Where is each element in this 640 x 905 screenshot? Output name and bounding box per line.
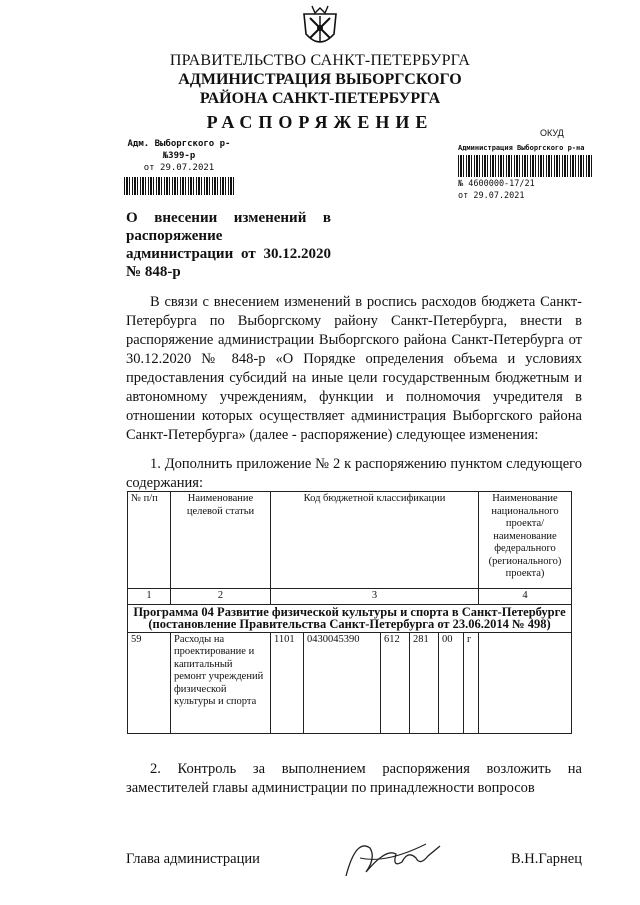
row-code-expense-type: 612: [381, 632, 410, 733]
index-cell-3: 3: [271, 589, 479, 605]
row-num: 59: [128, 632, 171, 733]
paragraph-item-1: 1. Дополнить приложение № 2 к распоряжению пунктом следующего содержания:: [126, 456, 582, 491]
table-header-row: [128, 492, 572, 589]
row-code-target: 0430045390: [304, 632, 381, 733]
row-code-kosgu: 281: [410, 632, 439, 733]
okud-label: ОКУД: [540, 128, 564, 138]
administration-line2: РАЙОНА САНКТ-ПЕТЕРБУРГА: [199, 90, 441, 107]
row-code-sub: 00: [439, 632, 464, 733]
appendix-table: [127, 491, 572, 734]
registration-stamp-left: [124, 138, 234, 195]
signatory-name: В.Н.Гарнец: [510, 851, 582, 867]
registration-stamp-right: [458, 144, 592, 201]
barcode-right: [458, 155, 592, 177]
row-name: Расходы на проектирование и капитальный ремонт учреждений физической культуры и спорта: [171, 632, 271, 733]
table-program-row: [128, 604, 572, 632]
index-cell-2: 2: [171, 589, 271, 605]
coat-of-arms-emblem: [300, 4, 340, 52]
program-title: Программа 04 Развитие физической культуры и спорта в Санкт-Петербурге (постановление Правительства Санкт-Петербурга от 23.06.2014 № 498): [128, 604, 572, 632]
index-cell-1: 1: [128, 589, 171, 605]
signatory-role: Глава администрации: [126, 851, 260, 867]
government-title: ПРАВИТЕЛЬСТВО САНКТ-ПЕТЕРБУРГА: [169, 52, 471, 69]
paragraph-item-2: 2. Контроль за выполнением распоряжения возложить на заместителей главы администрации по принадлежности вопросов: [126, 761, 582, 796]
stamp-left-number: №399-р: [162, 151, 196, 161]
stamp-left-line1: Адм. Выборгского р-: [127, 139, 231, 149]
stamp-left-date: от 29.07.2021: [143, 163, 215, 173]
row-project: [479, 632, 572, 733]
row-code-letter: г: [464, 632, 479, 733]
stamp-right-number: № 4600000-17/21: [458, 179, 535, 189]
document-subject: О внесении изменений в распоряжение администрации от 30.12.2020 № 848-р: [126, 210, 331, 280]
paragraph-preamble: В связи с внесением изменений в роспись расходов бюджета Санкт-Петербурга по Выборгскому району Санкт-Петербурга, внести в распоряжение администрации Выборгского района Санкт-Петербурга от 30.12.2020 № 848-р «О Порядке определения объема и условиях предоставления субсидий на иные цели государственным бюджетным и автономному учреждениям, функции и полномочия учредителя в отношении которых осуществляет администрация Выборгского района Санкт-Петербурга» (далее - распоряжение) следующее изменения:: [126, 294, 582, 443]
index-cell-4: 4: [479, 589, 572, 605]
administration-title: [0, 70, 640, 108]
document-type: РАСПОРЯЖЕНИЕ: [206, 112, 434, 132]
header-code: Код бюджетной классификации: [271, 492, 479, 589]
header-project: Наименование национального проекта/наименование федерального (регионального) проекта): [479, 492, 572, 589]
row-code-section: 1101: [271, 632, 304, 733]
header-name: Наименование целевой статьи: [171, 492, 271, 589]
table-row: [128, 632, 572, 733]
administration-line1: АДМИНИСТРАЦИЯ ВЫБОРГСКОГО: [178, 71, 462, 88]
stamp-right-date: от 29.07.2021: [458, 191, 525, 201]
header-num: № п/п: [128, 492, 171, 589]
barcode-left: [124, 177, 234, 195]
table-index-row: [128, 589, 572, 605]
handwritten-signature: [336, 828, 446, 888]
stamp-right-org: Администрация Выборгского р-на: [458, 144, 585, 152]
